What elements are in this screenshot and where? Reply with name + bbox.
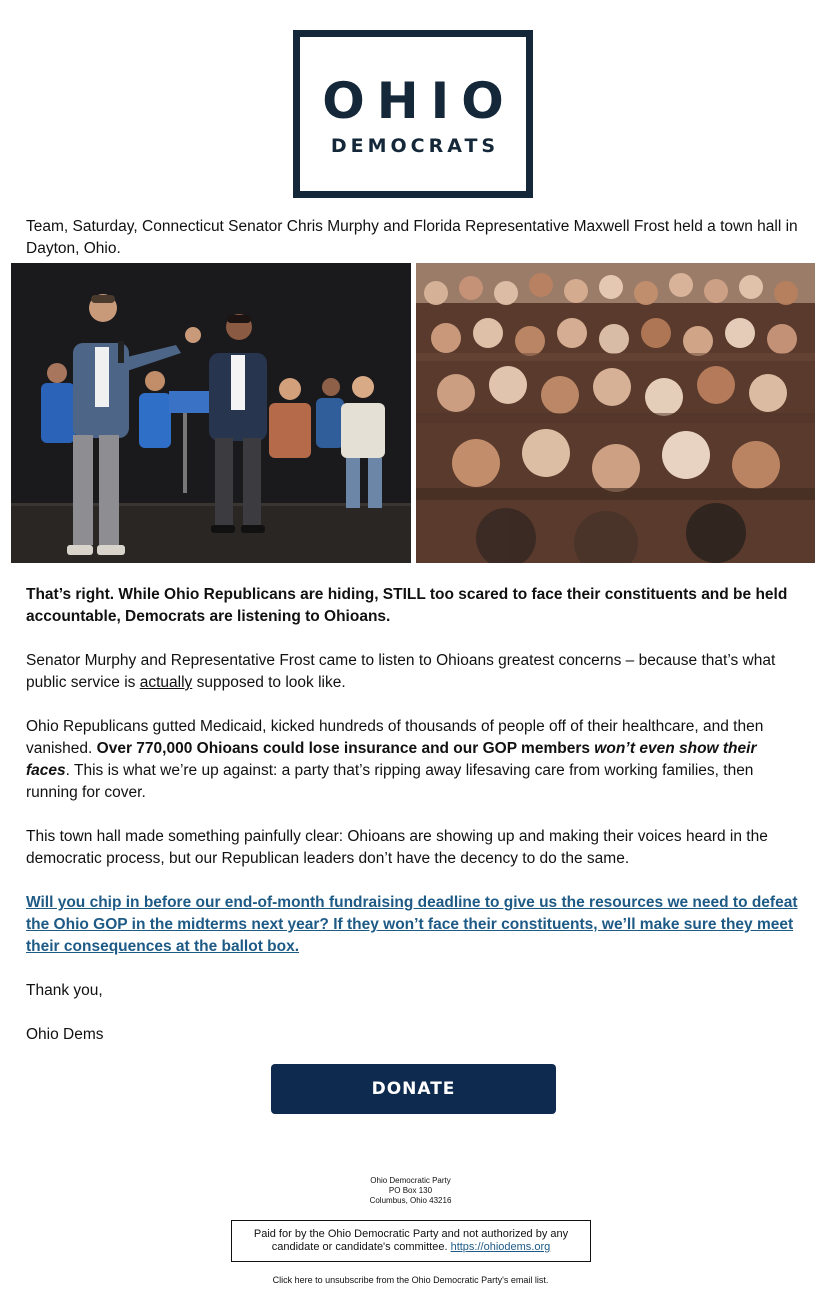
- medicaid-part1: Ohio Republicans gutted Medicaid, kicked hundreds of thousands of people off of their healthcare, and then vanished.: [26, 718, 764, 757]
- medicaid-bold-italic: won’t even show their faces: [26, 740, 757, 779]
- lead-statement: That’s right. While Ohio Republicans are hiding, STILL too scared to face their constituents and be held accountable, Democrats are listening to Ohioans.: [26, 586, 788, 625]
- address-org: Ohio Democratic Party: [370, 1176, 451, 1185]
- intro-paragraph: Team, Saturday, Connecticut Senator Chris Murphy and Florida Representative Maxwell Frost held a town hall in Dayton, Ohio.: [26, 218, 798, 257]
- town-hall-audience-photo: [416, 263, 815, 563]
- paragraph-listen-after: supposed to look like.: [192, 674, 346, 691]
- medicaid-part2: . This is what we’re up against: a party that’s ripping away lifesaving care from working families, then running for cover.: [26, 762, 754, 801]
- mailing-address: [0, 1176, 821, 1206]
- paragraph-medicaid: [26, 716, 801, 804]
- fundraising-ask-link[interactable]: Will you chip in before our end-of-month fundraising deadline to give us the resources we need to defeat the Ohio GOP in the midterms next year? If they won’t face their constituents, we’ll make sure they meet their consequences at the ballot box.: [26, 894, 798, 955]
- paid-for-disclaimer: [231, 1220, 591, 1262]
- address-city: Columbus, Ohio 43216: [369, 1196, 452, 1205]
- address-po: PO Box 130: [388, 1186, 433, 1195]
- paid-for-text: Paid for by the Ohio Democratic Party and not authorized by any candidate or candidate's committee.: [253, 1228, 569, 1253]
- logo-subtitle: DEMOCRATS: [330, 135, 500, 157]
- audience-photo-illustration: [416, 263, 815, 563]
- signoff-thanks: Thank you,: [26, 982, 103, 999]
- unsubscribe-link[interactable]: Click here to unsubscribe from the Ohio Democratic Party's email list.: [272, 1275, 549, 1285]
- donate-button[interactable]: DONATE: [271, 1064, 556, 1114]
- emphasis-actually: actually: [139, 674, 193, 691]
- ohiodems-link[interactable]: https://ohiodems.org: [450, 1241, 551, 1253]
- signoff-signature: Ohio Dems: [26, 1026, 104, 1043]
- ohio-democrats-logo[interactable]: [293, 30, 533, 198]
- paragraph-listen: [26, 650, 801, 694]
- town-hall-stage-photo: [11, 263, 411, 563]
- paragraph-town-hall: This town hall made something painfully clear: Ohioans are showing up and making their voices heard in the democratic process, but our Republican leaders don’t have the decency to do the same.: [26, 828, 768, 867]
- logo-title: OHIO: [322, 72, 516, 130]
- fundraising-ask: [26, 892, 801, 958]
- medicaid-bold: Over 770,000 Ohioans could lose insurance and our GOP members: [96, 740, 595, 757]
- stage-photo-illustration: [11, 263, 411, 563]
- paragraph-listen-before: Senator Murphy and Representative Frost came to listen to Ohioans greatest concerns – because that’s what public service is: [26, 652, 776, 691]
